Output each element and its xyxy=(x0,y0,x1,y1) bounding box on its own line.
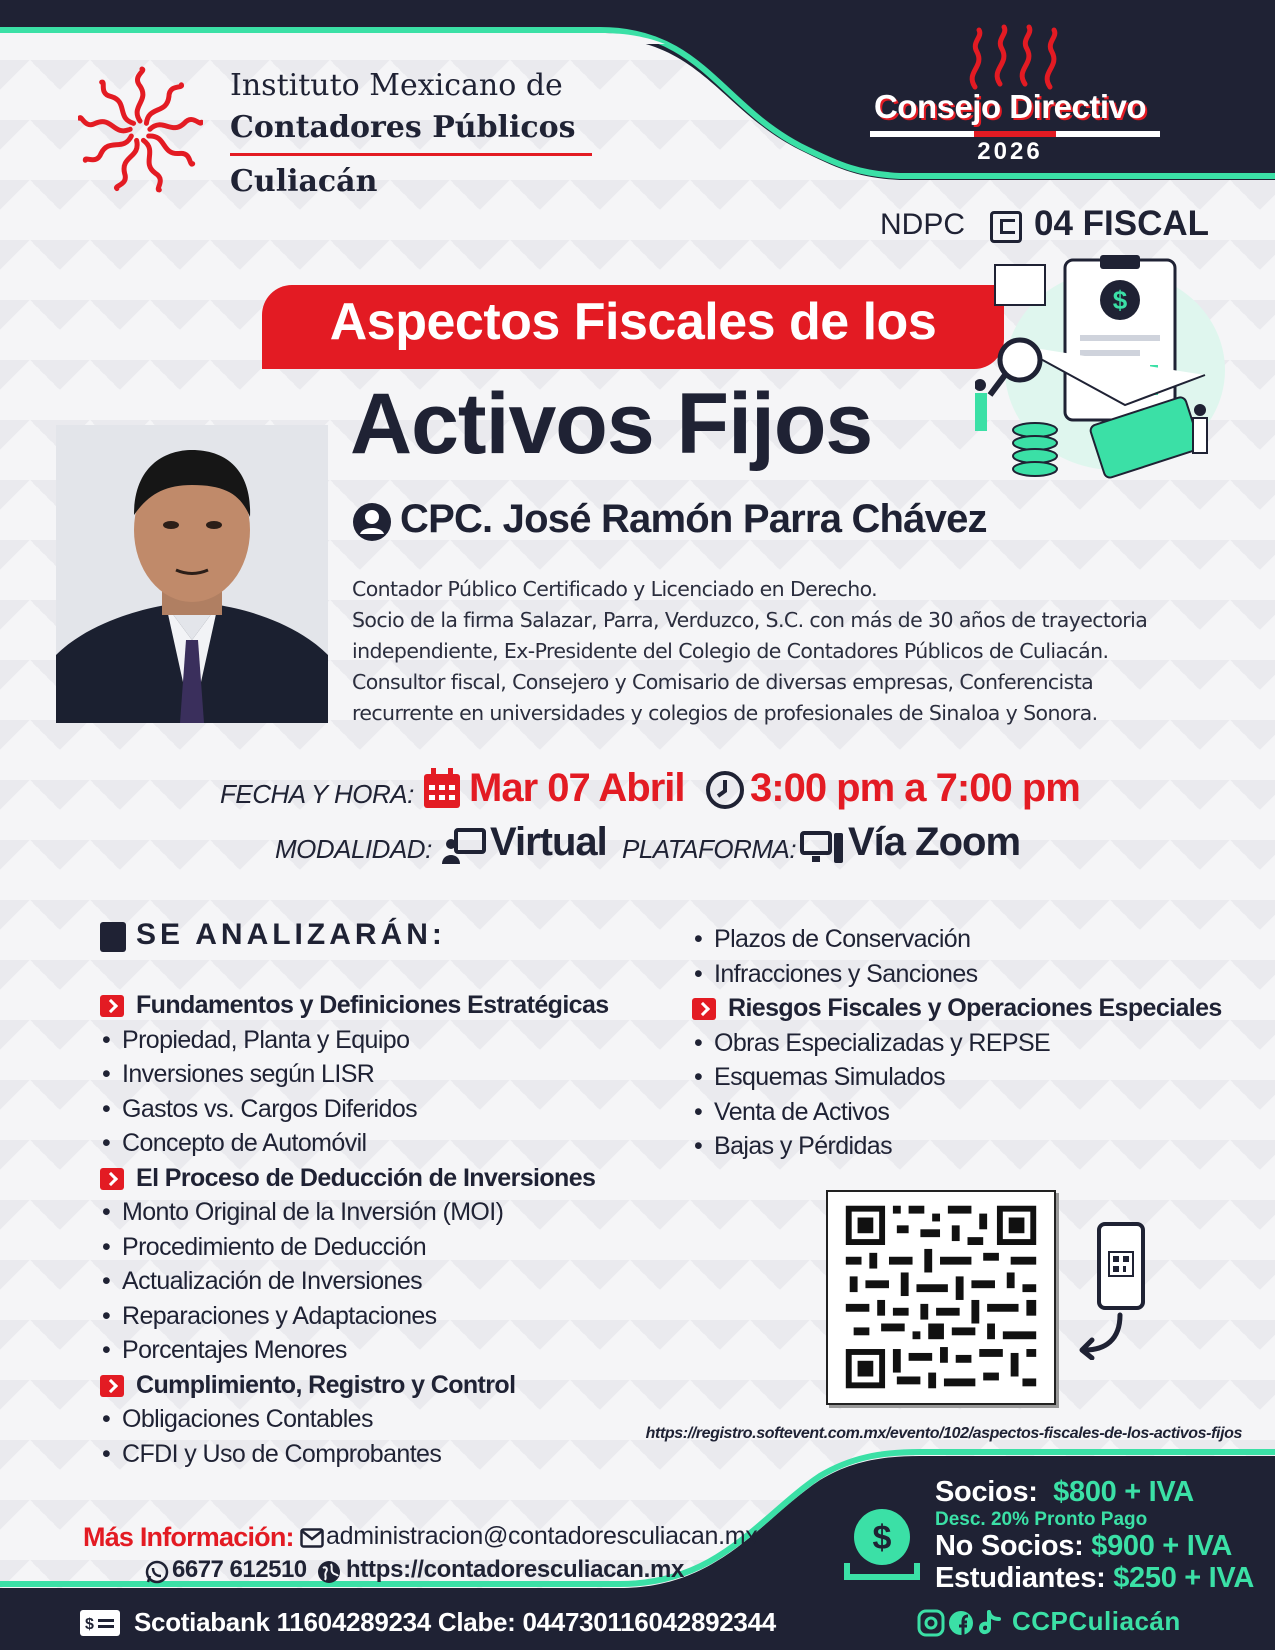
agenda-item-text: Gastos vs. Cargos Diferidos xyxy=(122,1094,418,1123)
instagram-icon xyxy=(919,1611,943,1635)
whatsapp-icon xyxy=(145,1560,169,1584)
agenda-item xyxy=(100,1126,609,1161)
event-time: 3:00 pm a 7:00 pm xyxy=(750,766,1080,810)
registration-link[interactable]: https://registro.softevent.com.mx/evento/102/aspectos-fiscales-de-los-activos-fijos xyxy=(645,1425,1242,1442)
early-discount: Desc. 20% Pronto Pago xyxy=(935,1509,1148,1530)
agenda-section-heading xyxy=(100,1161,609,1196)
agenda-item-text: Obligaciones Contables xyxy=(122,1405,373,1433)
price-nonmembers xyxy=(935,1530,1232,1563)
contact-website[interactable]: https://contadoresculiacan.mx xyxy=(346,1556,685,1583)
social-handle[interactable]: CCPCuliacán xyxy=(1012,1606,1181,1636)
contact-phone[interactable]: 6677 612510 xyxy=(172,1556,307,1583)
agenda-item-text: CFDI y Uso de Comprobantes xyxy=(122,1439,442,1468)
price-students-label: Estudiantes: xyxy=(935,1562,1106,1594)
facebook-icon xyxy=(949,1611,973,1635)
agenda-item-text: Fundamentos y Definiciones Estratégicas xyxy=(136,991,609,1019)
chevron-right-icon xyxy=(100,1375,124,1397)
agenda-item-text: Porcentajes Menores xyxy=(122,1336,347,1364)
price-nonmembers-label: No Socios: xyxy=(935,1530,1084,1562)
agenda-item-text: Concepto de Automóvil xyxy=(122,1129,367,1157)
email-icon xyxy=(300,1528,324,1548)
agenda-item xyxy=(100,1264,609,1299)
svg-text:$: $ xyxy=(872,1519,892,1557)
finance-illustration-icon xyxy=(975,255,1235,495)
chevron-right-icon xyxy=(100,995,124,1017)
chevron-right-icon xyxy=(692,998,716,1020)
bio-line: independiente, Ex-Presidente del Colegio de Contadores Públicos de Culiacán. xyxy=(352,639,1109,663)
price-members xyxy=(935,1476,1194,1509)
bio-line: recurrente en universidades y colegios de profesionales de Sinaloa y Sonora. xyxy=(352,701,1098,725)
price-students-value: $250 + IVA xyxy=(1113,1562,1254,1594)
agenda-item-text: Inversiones según LISR xyxy=(122,1060,375,1088)
speaker-photo xyxy=(56,425,328,723)
platform-label: PLATAFORMA: xyxy=(622,834,797,864)
agenda-item xyxy=(692,957,1222,992)
agenda-right-column xyxy=(692,922,1222,1164)
calendar-icon xyxy=(422,768,462,810)
price-nonmembers-value: $900 + IVA xyxy=(1091,1530,1232,1562)
bio-line: Consultor fiscal, Consejero y Comisario de diversas empresas, Conferencista xyxy=(352,670,1094,694)
date-label: FECHA Y HORA: xyxy=(220,779,414,809)
bio-line: Contador Público Certificado y Licenciado en Derecho. xyxy=(352,577,878,601)
agenda-section-heading xyxy=(692,991,1222,1026)
institute-divider xyxy=(230,153,592,156)
bank-details: Scotiabank 11604289234 Clabe: 044730116042892344 xyxy=(134,1607,776,1637)
agenda-item xyxy=(692,922,1222,957)
agenda-item-text: Venta de Activos xyxy=(714,1097,890,1126)
agenda-item xyxy=(100,1402,609,1437)
price-members-label: Socios: xyxy=(935,1476,1038,1508)
tiktok-icon xyxy=(981,1612,999,1632)
agenda-item-text: Infracciones y Sanciones xyxy=(714,959,978,988)
agenda-item-text: Riesgos Fiscales y Operaciones Especiales xyxy=(728,994,1222,1022)
agenda-item-text: El Proceso de Deducción de Inversiones xyxy=(136,1163,596,1192)
computer-icon xyxy=(800,830,844,866)
ndpc-label: NDPC xyxy=(880,208,966,241)
council-divider xyxy=(870,131,1160,137)
institute-name-line1: Instituto Mexicano de xyxy=(230,68,563,103)
agenda-item xyxy=(692,1095,1222,1130)
agenda-item xyxy=(692,1129,1222,1164)
event-date: Mar 07 Abril xyxy=(469,766,685,810)
event-mode: Virtual xyxy=(490,820,607,864)
agenda-item-text: Actualización de Inversiones xyxy=(122,1267,423,1295)
event-title-line1: Aspectos Fiscales de los xyxy=(329,293,937,351)
council-title: Consejo Directivo xyxy=(873,88,1147,125)
presentation-icon xyxy=(442,828,486,866)
institute-logo-icon xyxy=(78,66,203,196)
council-logo-icon xyxy=(955,22,1075,92)
phone-scan-icon xyxy=(1097,1222,1145,1310)
agenda-item xyxy=(100,1333,609,1368)
event-title-line2: Activos Fijos xyxy=(350,376,873,472)
agenda-item xyxy=(100,1092,609,1127)
agenda-section-heading xyxy=(100,1368,609,1403)
speaker-bio xyxy=(352,574,1152,729)
more-info-label: Más Información: xyxy=(83,1522,294,1552)
agenda-item xyxy=(100,1023,609,1058)
institute-name-line2: Contadores Públicos xyxy=(230,110,576,145)
header-strip-cover xyxy=(0,0,680,44)
agenda-item xyxy=(100,1230,609,1265)
agenda-item xyxy=(100,1057,609,1092)
agenda-item xyxy=(100,1299,609,1334)
agenda-left-column xyxy=(100,988,609,1471)
agenda-item-text: Reparaciones y Adaptaciones xyxy=(122,1301,437,1330)
chevron-right-icon xyxy=(100,1168,124,1190)
clock-icon xyxy=(705,770,745,810)
bio-line: Socio de la firma Salazar, Parra, Verduzco, S.C. con más de 30 años de trayectoria xyxy=(352,608,1148,632)
agenda-item-text: Bajas y Pérdidas xyxy=(714,1132,892,1160)
flag-icon xyxy=(990,211,1022,243)
agenda-item xyxy=(692,1060,1222,1095)
curved-arrow-icon xyxy=(1070,1310,1130,1360)
institute-city: Culiacán xyxy=(230,164,378,199)
agenda-item-text: Monto Original de la Inversión (MOI) xyxy=(122,1198,504,1226)
agenda-item xyxy=(692,1026,1222,1061)
agenda-item-text: Cumplimiento, Registro y Control xyxy=(136,1370,516,1399)
agenda-section-heading xyxy=(100,988,609,1023)
agenda-item-text: Esquemas Simulados xyxy=(714,1063,945,1091)
agenda-item-text: Procedimiento de Deducción xyxy=(122,1232,427,1261)
agenda-item xyxy=(100,1195,609,1230)
mode-label: MODALIDAD: xyxy=(275,834,432,864)
book-icon xyxy=(100,922,126,952)
price-students xyxy=(935,1562,1254,1595)
speaker-name: CPC. José Ramón Parra Chávez xyxy=(400,497,987,541)
money-icon xyxy=(843,1505,921,1583)
ndpc-value: 04 FISCAL xyxy=(1034,204,1210,243)
agenda-item-text: Obras Especializadas y REPSE xyxy=(714,1028,1051,1057)
agenda-title: SE ANALIZARÁN: xyxy=(136,918,446,951)
agenda-item-text: Propiedad, Planta y Equipo xyxy=(122,1025,410,1054)
price-members-value: $800 + IVA xyxy=(1053,1476,1194,1508)
user-icon xyxy=(352,502,392,542)
contact-email[interactable]: administracion@contadoresculiacan.mx xyxy=(326,1522,758,1550)
council-year: 2026 xyxy=(977,138,1043,165)
event-platform: Vía Zoom xyxy=(848,820,1021,864)
bank-card-icon xyxy=(80,1610,120,1636)
globe-icon xyxy=(317,1560,341,1584)
social-media-icons xyxy=(917,1608,1007,1638)
agenda-item-text: Plazos de Conservación xyxy=(714,925,971,953)
svg-text:$: $ xyxy=(85,1616,94,1633)
svg-text:$: $ xyxy=(1112,285,1128,315)
registration-qr-code[interactable] xyxy=(826,1190,1056,1405)
